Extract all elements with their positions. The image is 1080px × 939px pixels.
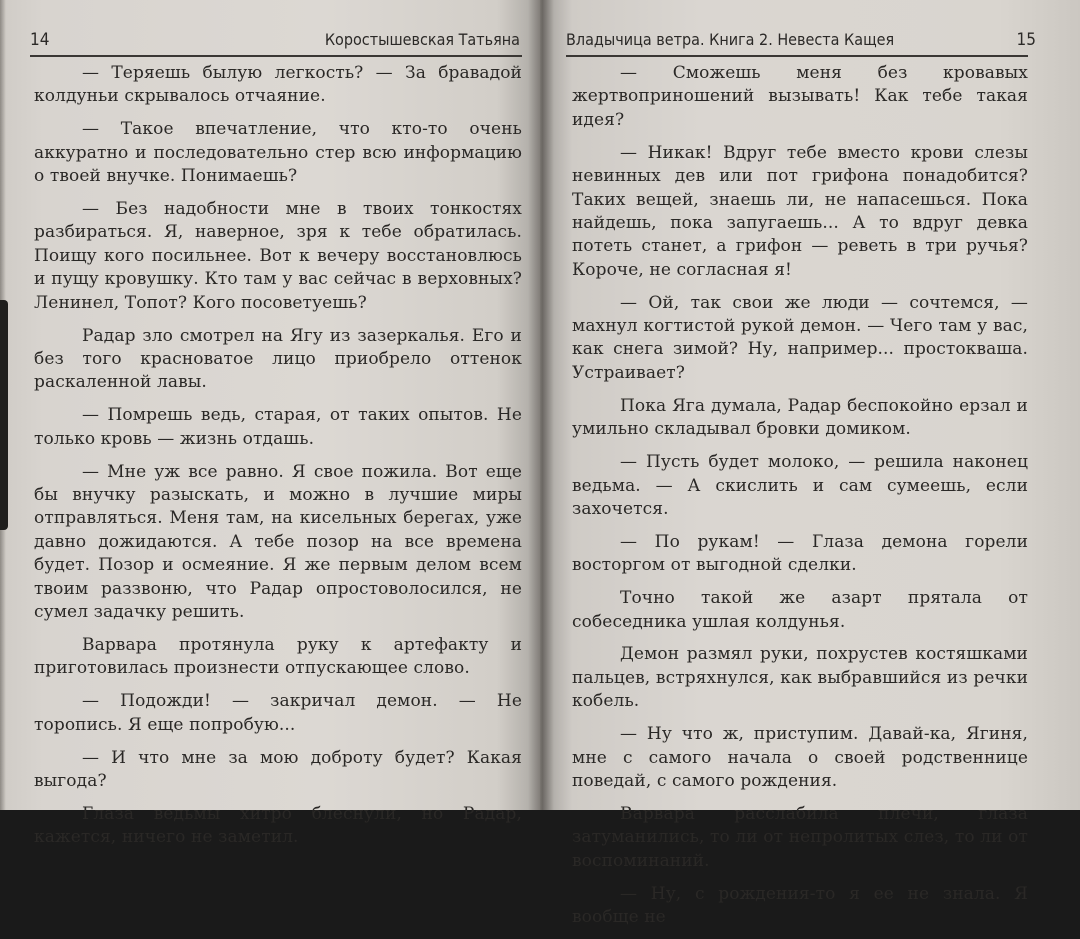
left-page-header	[30, 26, 520, 52]
left-page	[0, 0, 540, 848]
paragraph: Пока Яга думала, Радар беспокойно ерзал и умильно складывал бровки домиком.	[572, 395, 1028, 440]
paragraph: Точно такой же азарт прятала от собеседника ушлая колдунья.	[572, 588, 1028, 632]
paragraph: — Ну, с рождения-то я ее не знала. Я вообще не	[572, 883, 1028, 927]
paragraph: Радар зло смотрел на Ягу из зазеркалья. Его и без того красноватое лицо приобрело оттенок раскаленной лавы.	[34, 325, 522, 393]
paragraph: Глаза ведьмы хитро блеснули, но Радар, кажется, ничего не заметил.	[34, 803, 522, 848]
paragraph: Варвара протянула руку к артефакту и приготовилась произнести отпускающее слово.	[34, 634, 522, 679]
paragraph: — Теряешь былую легкость? — За бравадой колдуньи скрывалось отчаяние.	[34, 63, 522, 107]
paragraph: — Сможешь меня без кровавых жертвоприношений вызывать! Как тебе такая идея?	[572, 63, 1028, 130]
paragraph: — Без надобности мне в твоих тонкостях разбираться. Я, наверное, зря к тебе обратилась. Поищу кого посильнее. Вот к вечеру восстановлюсь и пущу кровушку. Кто там у вас сейчас в верховных? Ленинел, Топот? Кого посоветуешь?	[34, 199, 522, 313]
paragraph: — Никак! Вдруг тебе вместо крови слезы невинных дев или пот грифона понадобится? Таких вещей, знаешь ли, не напасешься. Пока найдешь, пока запугаешь... А то вдруг девка потеть станет, а грифон — реветь в три ручья? Короче, не согласная я!	[572, 142, 1028, 280]
right-running-header: Владычица ветра. Книга 2. Невеста Кащея	[566, 30, 895, 49]
paragraph: — Мне уж все равно. Я свое пожила. Вот еще бы внучку разыскать, и можно в лучшие миры отправляться. Меня там, на кисельных берегах, уже давно дожидаются. А тебе позор на все времена будет. Позор и осмеяние. Я же первым делом всем твоим раззвоню, что Радар опростоволосился, не сумел задачку решить.	[34, 461, 522, 623]
paragraph: — Пусть будет молоко, — решила наконец ведьма. — А скислить и сам сумеешь, если захочется.	[572, 452, 1028, 519]
paragraph: Демон размял руки, похрустев костяшками пальцев, встряхнулся, как выбравшийся из речки кобель.	[572, 644, 1028, 712]
right-header-rule	[566, 55, 1028, 57]
paragraph: — И что мне за мою доброту будет? Какая выгода?	[34, 747, 522, 791]
left-edge-shadow	[0, 300, 8, 530]
right-page-header	[566, 26, 1036, 52]
paragraph: — По рукам! — Глаза демона горели восторгом от выгодной сделки.	[572, 531, 1028, 576]
paragraph: — Помрешь ведь, старая, от таких опытов. Не только кровь — жизнь отдашь.	[34, 405, 522, 449]
right-page-body	[572, 62, 1028, 939]
paragraph: — Ой, так свои же люди — сочтемся, — махнул когтистой рукой демон. — Чего там у вас, как снега зимой? Ну, например... простокваша. Устраивает?	[572, 292, 1028, 383]
left-page-number: 14	[30, 30, 50, 50]
left-page-body	[34, 62, 522, 859]
right-page-number: 15	[1016, 30, 1036, 50]
book-spine-fold	[528, 0, 554, 810]
paragraph: — Ну что ж, приступим. Давай-ка, Ягиня, мне с самого начала о своей родственнице поведай, с самого рождения.	[572, 724, 1028, 791]
paragraph: — Такое впечатление, что кто-то очень аккуратно и последовательно стер всю информацию о твоей внучке. Понимаешь?	[34, 119, 522, 187]
left-header-rule	[30, 55, 522, 57]
right-page	[540, 0, 1080, 927]
paragraph: — Подожди! — закричал демон. — Не торопись. Я еще попробую...	[34, 691, 522, 735]
paragraph: Варвара расслабила плечи, глаза затуманились, то ли от непролитых слез, то ли от воспоминаний.	[572, 803, 1028, 871]
left-running-header: Коростышевская Татьяна	[324, 30, 520, 49]
